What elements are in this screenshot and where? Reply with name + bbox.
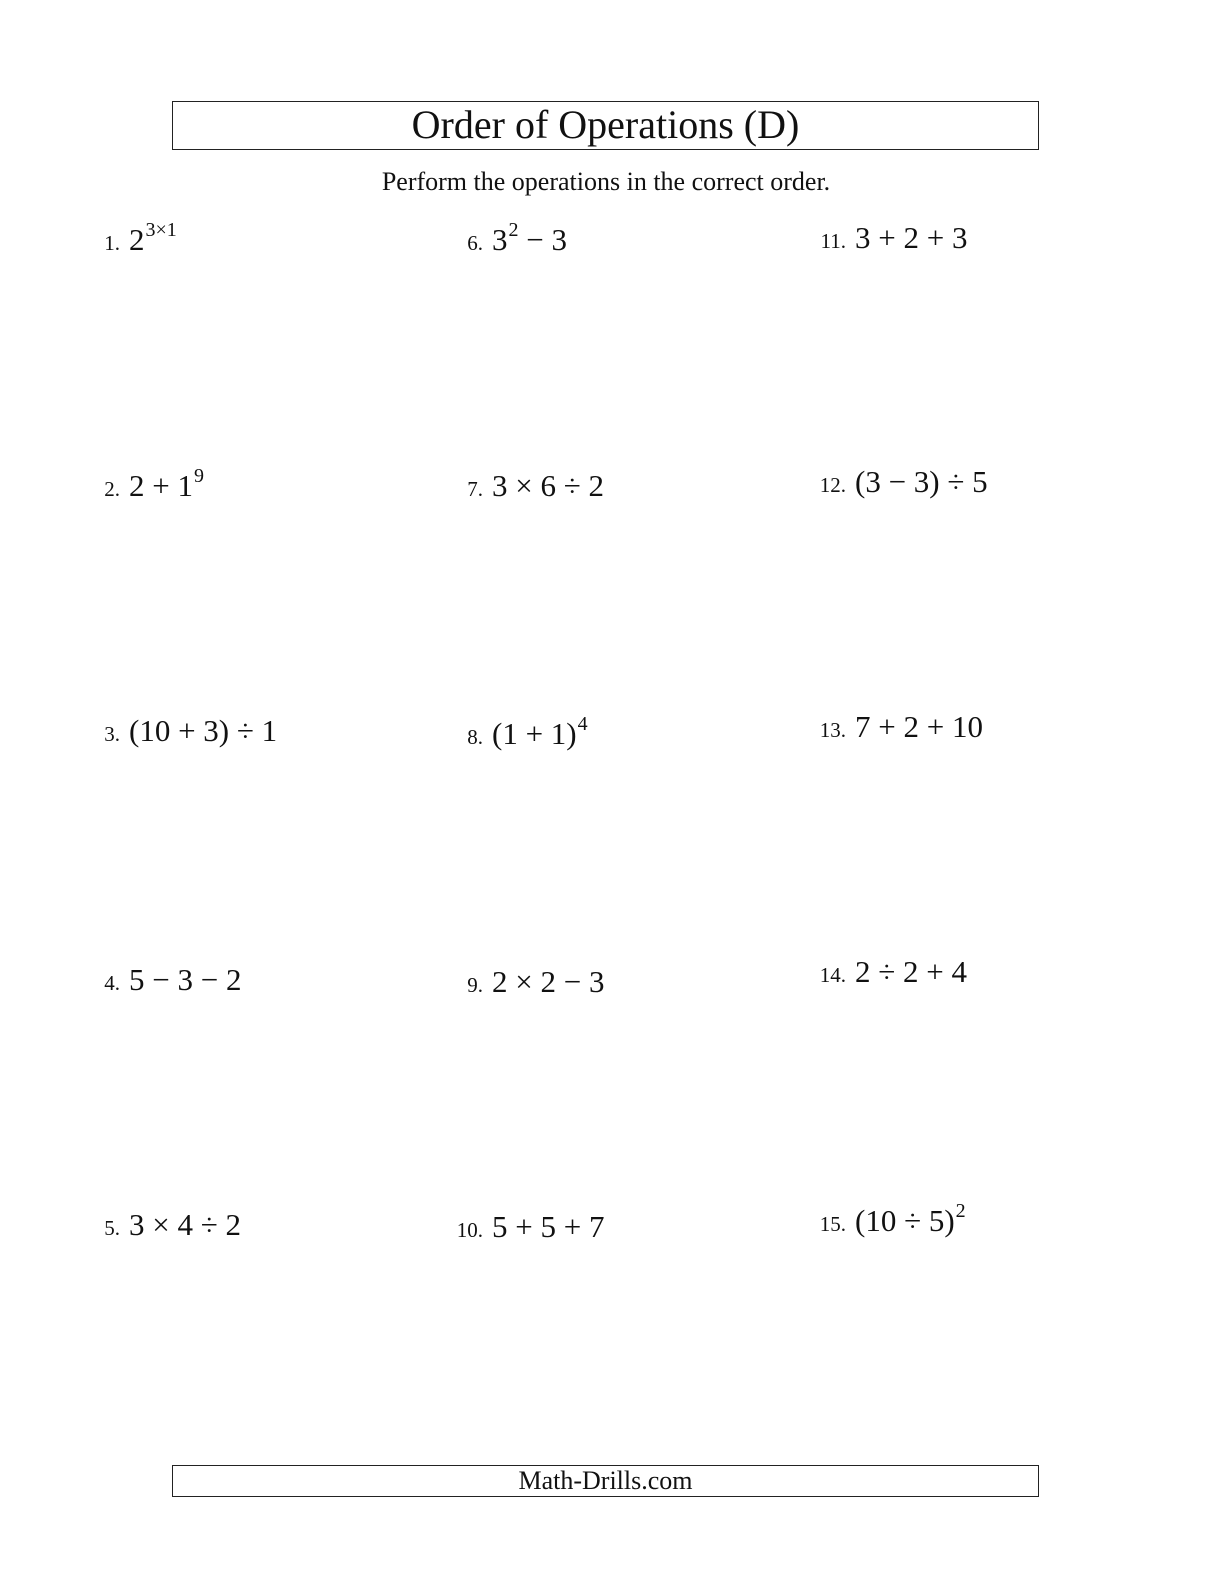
problem-4 [100, 964, 242, 995]
problem-14 [815, 956, 968, 987]
problem-8 [452, 713, 588, 751]
problem-6 [452, 219, 567, 257]
problem-expression: $2^{3\times 1}$ [129, 219, 177, 257]
problem-15 [815, 1200, 966, 1238]
problem-expression: 5 + 5 + 7 [492, 1209, 605, 1244]
problem-expression: (10 + 3) ÷ 1 [129, 713, 278, 748]
problem-number: 9. [467, 973, 483, 997]
footer-credit: Math-Drills.com [518, 1466, 693, 1495]
problem-2 [100, 465, 204, 503]
worksheet-title: Order of Operations (D) [411, 101, 800, 147]
problem-expression: 3 + 2 + 3 [855, 220, 968, 255]
problem-expression: 2 × 2 − 3 [492, 964, 605, 999]
problem-1 [100, 219, 177, 257]
problem-expression: 3 × 4 ÷ 2 [129, 1207, 241, 1242]
problem-expression: $3^2 - 3$ [492, 219, 567, 257]
problem-number: 8. [467, 725, 483, 749]
problem-number: 3. [104, 722, 120, 746]
problem-number: 13. [819, 718, 846, 742]
problem-number: 5. [104, 1216, 120, 1240]
problem-number: 2. [104, 477, 120, 501]
problem-9 [452, 966, 605, 997]
problem-expression: 3 × 6 ÷ 2 [492, 468, 604, 503]
problem-expression: $(10 \div 5)^2$ [855, 1200, 966, 1238]
problem-expression: $(1 + 1)^4$ [492, 713, 588, 751]
problem-number: 6. [467, 231, 483, 255]
problem-10 [452, 1211, 605, 1242]
problem-number: 15. [819, 1212, 846, 1236]
problem-number: 10. [456, 1218, 483, 1242]
problem-number: 1. [104, 231, 120, 255]
problem-number: 11. [820, 229, 846, 253]
problem-expression: 7 + 2 + 10 [855, 709, 983, 744]
title-box [172, 101, 1039, 150]
problem-expression: 5 − 3 − 2 [129, 962, 242, 997]
problem-expression: 2 ÷ 2 + 4 [855, 954, 967, 989]
problem-13 [815, 711, 984, 742]
problem-12 [815, 466, 989, 497]
problem-11 [815, 222, 968, 253]
instructions: Perform the operations in the correct order. [381, 167, 831, 196]
problem-5 [100, 1209, 242, 1240]
problem-number: 7. [467, 477, 483, 501]
problem-expression: $2 + 1^9$ [129, 465, 204, 503]
problem-expression: (3 − 3) ÷ 5 [855, 464, 988, 499]
footer-box [172, 1465, 1039, 1497]
problem-3 [100, 715, 278, 746]
problem-number: 12. [819, 473, 846, 497]
problem-7 [452, 470, 605, 501]
problem-number: 4. [104, 971, 120, 995]
problem-number: 14. [819, 963, 846, 987]
